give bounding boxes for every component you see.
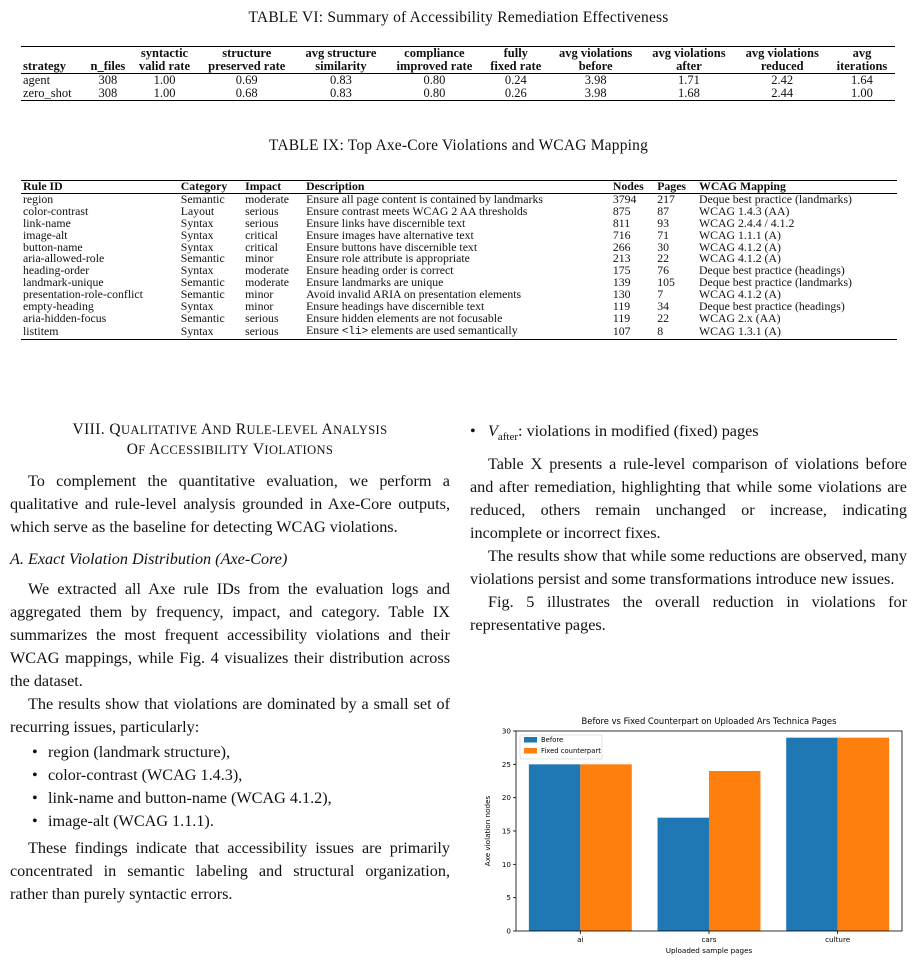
y-tick-label: 0 xyxy=(506,926,511,936)
table-cell: serious xyxy=(243,325,304,339)
table-cell: WCAG 4.1.2 (A) xyxy=(699,287,781,302)
table-cell: 71 xyxy=(657,227,669,242)
table-cell: aria-hidden-focus xyxy=(23,310,107,325)
column-header: n_files xyxy=(85,60,132,74)
column-header: iterations xyxy=(829,60,895,74)
column-header xyxy=(85,47,132,61)
y-tick-label: 5 xyxy=(506,893,511,903)
table-cell: 716 xyxy=(612,227,631,242)
table-cell: 0.80 xyxy=(386,87,482,101)
column-header: compliance xyxy=(386,47,482,61)
table-cell: serious xyxy=(245,203,279,218)
table-cell: 87 xyxy=(657,203,669,218)
table-cell: 8 xyxy=(655,325,697,339)
column-header: Description xyxy=(304,181,611,194)
column-header: avg xyxy=(829,47,895,61)
table-cell: 107 xyxy=(611,325,655,339)
x-tick-label: ai xyxy=(577,935,584,944)
table-cell: button-name xyxy=(23,239,83,254)
table-cell: 175 xyxy=(612,263,631,278)
column-header: valid rate xyxy=(131,60,197,74)
table-cell: 0.83 xyxy=(296,87,386,101)
table-cell: WCAG 1.1.1 (A) xyxy=(699,227,781,242)
x-tick-label: culture xyxy=(825,935,851,944)
column-header: strategy xyxy=(21,60,85,74)
table-cell: 130 xyxy=(612,287,631,302)
table-cell: minor xyxy=(245,287,274,302)
table-cell: 266 xyxy=(612,239,631,254)
table-cell: 1.00 xyxy=(153,73,176,87)
table-cell: 217 xyxy=(657,191,675,206)
table-cell: empty-heading xyxy=(23,299,94,314)
column-header: fixed rate xyxy=(483,60,549,74)
table-cell: Semantic xyxy=(180,251,225,266)
paragraph: The results show that while some reductions are observed, many violations persist and some transformations introduce new issues. xyxy=(470,547,907,589)
table-cell: Syntax xyxy=(180,299,214,314)
table-header-row xyxy=(21,47,895,61)
table-cell: 34 xyxy=(657,299,669,314)
table-cell: 875 xyxy=(612,203,631,218)
table-cell: Syntax xyxy=(180,227,214,242)
table-cell: Avoid invalid ARIA on presentation elements xyxy=(306,287,522,302)
bar xyxy=(786,738,837,931)
table-cell: moderate xyxy=(245,263,289,278)
table-cell: agent xyxy=(23,73,51,87)
column-header: structure xyxy=(198,47,296,61)
table-cell: Semantic xyxy=(180,310,225,325)
column-header: fully xyxy=(483,47,549,61)
table-cell: Semantic xyxy=(180,287,225,302)
table-cell: Semantic xyxy=(180,191,225,206)
y-tick-label: 10 xyxy=(501,859,511,869)
table-cell: 93 xyxy=(657,215,669,230)
column-header: avg structure xyxy=(296,47,386,61)
chart-title: Before vs Fixed Counterpart on Uploaded Ars Technica Pages xyxy=(581,716,837,726)
table-cell: Ensure role attribute is appropriate xyxy=(306,251,470,266)
legend-label: Before xyxy=(541,736,564,744)
table-cell: Layout xyxy=(180,203,215,218)
column-header: Category xyxy=(179,181,243,194)
table-header-row xyxy=(21,60,895,74)
bar xyxy=(709,771,760,931)
bullet-list xyxy=(10,741,450,833)
table-cell: 0.83 xyxy=(330,73,352,87)
table-cell: 3.98 xyxy=(549,87,642,101)
table-cell: WCAG 1.3.1 (A) xyxy=(697,325,897,339)
x-tick-label: cars xyxy=(701,935,717,944)
table-cell: 1.68 xyxy=(642,87,735,101)
list-item: • link-name and button-name (WCAG 4.1.2), xyxy=(48,787,450,810)
table9-caption: TABLE IX: Top Axe-Core Violations and WCAG Mapping xyxy=(268,137,649,154)
table-cell: 2.44 xyxy=(736,87,829,101)
paragraph: These findings indicate that accessibility issues are primarily concentrated in semantic labeling and structural organization, rather than purely syntactic errors. xyxy=(10,839,450,903)
table-cell: serious xyxy=(245,215,279,230)
y-tick-label: 20 xyxy=(501,793,511,803)
table-cell: color-contrast xyxy=(23,203,89,218)
table-cell: WCAG 4.1.2 (A) xyxy=(699,251,781,266)
table-cell: moderate xyxy=(245,191,289,206)
right-column xyxy=(470,420,907,637)
list-item: • region (landmark structure), xyxy=(48,741,450,764)
column-header: after xyxy=(642,60,735,74)
table-cell: zero_shot xyxy=(21,87,85,101)
table-cell: 119 xyxy=(612,299,631,314)
table-cell: presentation-role-conflict xyxy=(23,287,143,302)
table-cell: 22 xyxy=(657,251,669,266)
paragraph: Fig. 5 illustrates the overall reduction in violations for representative pages. xyxy=(470,593,907,635)
x-axis-label: Uploaded sample pages xyxy=(665,946,753,955)
table-cell: Ensure images have alternative text xyxy=(306,227,474,242)
table-cell: Deque best practice (landmarks) xyxy=(699,191,852,206)
table-cell: Syntax xyxy=(179,325,243,339)
list-item: • $V_{after}$: violations in modified (fixed) pages xyxy=(470,420,907,449)
paragraph: The results show that violations are dominated by a small set of recurring issues, particularly: xyxy=(10,695,450,736)
table-cell: 3794 xyxy=(612,191,637,206)
table-cell: image-alt xyxy=(23,227,68,242)
table-cell: WCAG 4.1.2 (A) xyxy=(699,239,781,254)
legend-swatch xyxy=(524,748,537,754)
table-cell: 1.71 xyxy=(677,73,700,87)
table-row xyxy=(21,74,895,88)
table-cell: Syntax xyxy=(180,239,214,254)
table-cell: Ensure buttons have discernible text xyxy=(306,239,478,254)
y-tick-label: 15 xyxy=(501,826,511,836)
table-cell: 1.00 xyxy=(829,87,895,101)
table-cell: 0.24 xyxy=(504,73,527,87)
table-cell: heading-order xyxy=(23,263,90,278)
table-cell: WCAG 1.4.3 (AA) xyxy=(699,203,790,218)
table9 xyxy=(21,180,897,340)
paragraph: To complement the quantitative evaluation, we perform a qualitative and rule-level analysis grounded in Axe-Core outputs, which serve as the baseline for detecting WCAG violations. xyxy=(10,472,450,536)
column-header: improved rate xyxy=(386,60,482,74)
table-cell: Syntax xyxy=(180,263,214,278)
table-cell: minor xyxy=(245,251,274,266)
table-cell: Ensure links have discernible text xyxy=(306,215,466,230)
y-axis-label: Axe violation nodes xyxy=(483,795,492,867)
table-cell: Deque best practice (landmarks) xyxy=(699,275,852,290)
y-tick-label: 25 xyxy=(501,759,511,769)
section-heading: VIII. QUALITATIVE AND RULE-LEVEL ANALYSIS OF ACCESSIBILITY VIOLATIONS xyxy=(72,421,388,458)
bar-chart xyxy=(470,713,910,958)
column-header: Rule ID xyxy=(21,181,179,194)
table-cell: 3.98 xyxy=(584,73,607,87)
column-header: Pages xyxy=(655,181,697,194)
table-cell: Ensure all page content is contained by landmarks xyxy=(306,191,543,206)
column-header: avg violations xyxy=(549,47,642,61)
table-cell: landmark-unique xyxy=(23,275,104,290)
column-header: WCAG Mapping xyxy=(697,181,897,194)
table6 xyxy=(21,46,895,101)
table-cell: Ensure contrast meets WCAG 2 AA thresholds xyxy=(306,203,528,218)
section-heading-line1: QUALITATIVE AND RULE-LEVEL ANALYSIS xyxy=(109,421,388,438)
table-cell: listitem xyxy=(21,325,179,339)
table-cell: Ensure <li> elements are used semantically xyxy=(304,325,611,339)
table-cell: WCAG 2.x (AA) xyxy=(699,310,781,325)
bar xyxy=(838,738,889,931)
bar xyxy=(580,764,631,931)
table-row xyxy=(21,87,895,101)
table-cell: Syntax xyxy=(180,215,214,230)
bar xyxy=(529,764,580,931)
table-cell: Ensure headings have discernible text xyxy=(306,299,485,314)
column-header xyxy=(21,47,85,61)
table-cell: 139 xyxy=(612,275,631,290)
section-heading-line2: OF ACCESSIBILITY VIOLATIONS xyxy=(126,441,334,458)
table-cell: Ensure landmarks are unique xyxy=(306,275,444,290)
column-header: reduced xyxy=(736,60,829,74)
table-cell: 308 xyxy=(98,73,118,87)
column-header: before xyxy=(549,60,642,74)
table6-caption: TABLE VI: Summary of Accessibility Remediation Effectiveness xyxy=(248,9,669,26)
table-cell: 7 xyxy=(657,287,664,302)
table-cell: minor xyxy=(245,299,274,314)
column-header: avg violations xyxy=(736,47,829,61)
legend-label: Fixed counterpart xyxy=(541,747,601,755)
table-cell: Deque best practice (headings) xyxy=(699,299,845,314)
table-cell: Ensure hidden elements are not focusable xyxy=(306,310,503,325)
table-cell: 811 xyxy=(612,215,631,230)
table-cell: 0.68 xyxy=(198,87,296,101)
table-cell: Deque best practice (headings) xyxy=(699,263,845,278)
table-cell: 105 xyxy=(657,275,675,290)
y-tick-label: 30 xyxy=(501,726,511,736)
table-cell: serious xyxy=(245,310,279,325)
table-cell: 119 xyxy=(612,310,631,325)
table-cell: aria-allowed-role xyxy=(23,251,105,266)
table-cell: 76 xyxy=(657,263,669,278)
list-item: • color-contrast (WCAG 1.4.3), xyxy=(48,764,450,787)
table-cell: 213 xyxy=(612,251,631,266)
paragraph: Table X presents a rule-level comparison of violations before and after remediation, highlighting that while some violations are reduced, others remain unchanged or increase, indicating incomplete or incorrect fixes. xyxy=(470,455,907,543)
column-header: similarity xyxy=(296,60,386,74)
column-header: syntactic xyxy=(131,47,197,61)
table-cell: 0.69 xyxy=(235,73,258,87)
column-header: Nodes xyxy=(611,181,655,194)
table-cell: 1.64 xyxy=(851,73,873,87)
subsection-heading: A. Exact Violation Distribution (Axe-Core) xyxy=(10,550,288,568)
table-cell: 22 xyxy=(657,310,669,325)
table-cell: 0.80 xyxy=(423,73,446,87)
table-cell: 1.00 xyxy=(131,87,197,101)
paragraph: We extracted all Axe rule IDs from the evaluation logs and aggregated them by frequency, impact, and category. Table IX summarizes the most frequent accessibility violations and their WCAG mappings, while Fig. 4 visualizes their distribution across the dataset. xyxy=(10,580,450,690)
list-item: • image-alt (WCAG 1.1.1). xyxy=(48,810,450,833)
table-cell: critical xyxy=(245,227,278,242)
table-row xyxy=(21,325,897,339)
table-cell: WCAG 2.4.4 / 4.1.2 xyxy=(699,215,795,230)
table-cell: 0.26 xyxy=(483,87,549,101)
table-cell: Semantic xyxy=(180,275,225,290)
column-header: avg violations xyxy=(642,47,735,61)
table-cell: moderate xyxy=(245,275,289,290)
legend-swatch xyxy=(524,737,537,743)
left-column xyxy=(10,420,450,906)
column-header: Impact xyxy=(243,181,304,194)
table-cell: 308 xyxy=(85,87,132,101)
bar xyxy=(658,818,709,931)
table-cell: Ensure heading order is correct xyxy=(306,263,454,278)
table-cell: region xyxy=(23,191,54,206)
table-cell: 2.42 xyxy=(771,73,794,87)
column-header: preserved rate xyxy=(198,60,296,74)
table-cell: critical xyxy=(245,239,278,254)
table-cell: 30 xyxy=(657,239,669,254)
table-cell: link-name xyxy=(23,215,71,230)
